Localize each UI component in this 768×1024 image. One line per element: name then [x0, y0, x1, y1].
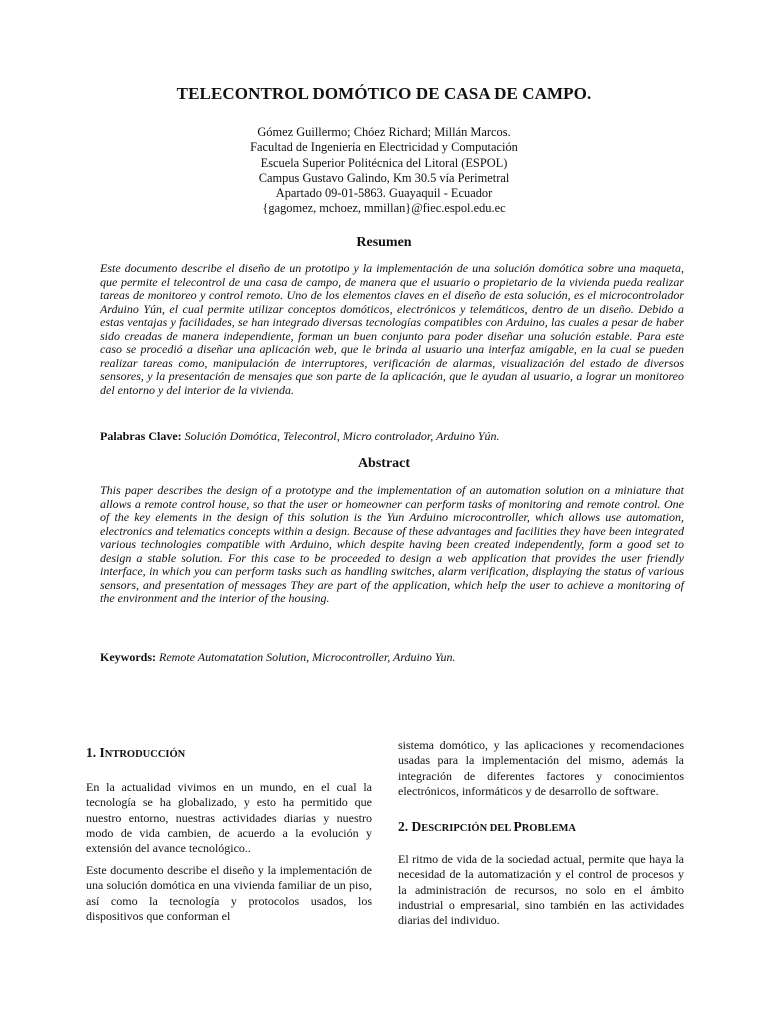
resumen-text: Este documento describe el diseño de un prototipo y la implementación de una solución domótica sobre una maqueta, que permite el telecontrol de una casa de campo, de manera que el usuario o propietario de la vivienda pueda realizar tareas de monitoreo y control remoto. Uno de los elementos claves en el diseño de esta solución, es el microcontrolador Arduino Yún, el cual permite utilizar conceptos domóticos, electrónicos y telemáticos, dentro de un diseño. Debido a estas ventajas y facilidades, se han integrado diversas tecnologías compatibles con Arduino, las cuales a pesar de haber sido creadas de manera independiente, forman un buen conjunto para poder diseñar una solución estable. Para este caso se procedió a diseñar una aplicación web, que le brinda al usuario una interfaz amigable, en la cual se pueden realizar tareas como, manipulación de interruptores, verificación de alarmas, visualización del estado de diversos sensores, y la presentación de mensajes que son parte de la aplicación, que le ayudan al usuario, a lograr un monitoreo del entorno y del interior de la vivienda. [100, 261, 684, 397]
section1-para1 [86, 780, 372, 856]
section2-para1 [398, 852, 684, 928]
author-faculty: Facultad de Ingeniería en Electricidad y Computación [250, 140, 518, 155]
paper-title: TELECONTROL DOMÓTICO DE CASA DE CAMPO. [176, 84, 592, 103]
resumen-keywords-value: Solución Domótica, Telecontrol, Micro controlador, Arduino Yún. [184, 429, 500, 443]
section1-para1-text: En la actualidad vivimos en un mundo, en el cual la tecnología se ha globalizado, y esto ha permitido que nuestro entorno, nuestras actividades diarias y nuestro modo de vida cambien, de acuerdo a la evolución y extensión del avance tecnológico.. [86, 780, 372, 856]
right-column-continuation [398, 738, 684, 799]
abstract-keywords-value: Remote Automatation Solution, Microcontroller, Arduino Yun. [159, 650, 456, 664]
section2-title-part1: ESCRIPCIÓN DEL [421, 823, 514, 834]
abstract-keywords-label: Keywords: [100, 650, 156, 664]
resumen-keywords-label: Palabras Clave: [100, 429, 182, 443]
section2-title-cap: P [513, 819, 522, 834]
author-school: Escuela Superior Politécnica del Litoral (ESPOL) [260, 155, 508, 170]
section1-heading [86, 745, 185, 761]
section1-para2-text: Este documento describe el diseño y la implementación de una solución domótica en una vivienda familiar de un piso, así como la tecnología y protocolos usados, los dispositivos que conforman el [86, 863, 372, 923]
right-column-text: sistema domótico, y las aplicaciones y recomendaciones usadas para la implementación del mismo, además la integración de diferentes factores y conocimientos electrónicos, informáticos y de desarrollo de software. [398, 738, 684, 798]
section2-para1-text: El ritmo de vida de la sociedad actual, permite que haya la necesidad de la automatización y el control de procesos y la administración de recursos, no solo en el ámbito industrial o empresarial, sino también en las actividades diarias del individuo. [398, 852, 684, 928]
section2-title-part2: ROBLEMA [521, 823, 576, 834]
abstract-heading: Abstract [357, 456, 411, 471]
resumen-keywords [100, 429, 684, 444]
author-emails: {gagomez, mchoez, mmillan}@fiec.espol.edu.ec [262, 201, 506, 216]
section1-para2 [86, 863, 372, 924]
section2-heading [398, 819, 576, 835]
author-names: Gómez Guillermo; Chóez Richard; Millán Marcos. [257, 125, 511, 139]
section1-title: NTRODUCCIÓN [104, 749, 186, 760]
section2-number: 2. D [398, 819, 422, 834]
section1-number: 1. I [86, 745, 105, 760]
abstract-text: This paper describes the design of a prototype and the implementation of an automation solution on a miniature that allows a remote control house, so that the user or homeowner can perform tasks of monitoring and remote control. One of the key elements in the design of this solution is the Yun Arduino microcontroller, which allows use automation, electronics and telematics concepts within a design. Because of these advantages and facilities they have been integrated various technologies compatible with Arduino, which despite having been created independently, form a good set to design a stable solution. For this case to be proceeded to design a web application that provides the user friendly interface, in which you can perform tasks such as handling switches, alarm verification, displaying the status of various sensors, and presentation of messages They are part of the application, which help the user to achieve a monitoring of the environment and the interior of the housing. [100, 483, 684, 606]
author-block [0, 125, 768, 217]
resumen-heading: Resumen [356, 235, 412, 250]
author-address: Apartado 09-01-5863. Guayaquil - Ecuador [275, 186, 493, 201]
abstract-keywords [100, 650, 684, 665]
author-campus: Campus Gustavo Galindo, Km 30.5 vía Perimetral [258, 170, 510, 185]
